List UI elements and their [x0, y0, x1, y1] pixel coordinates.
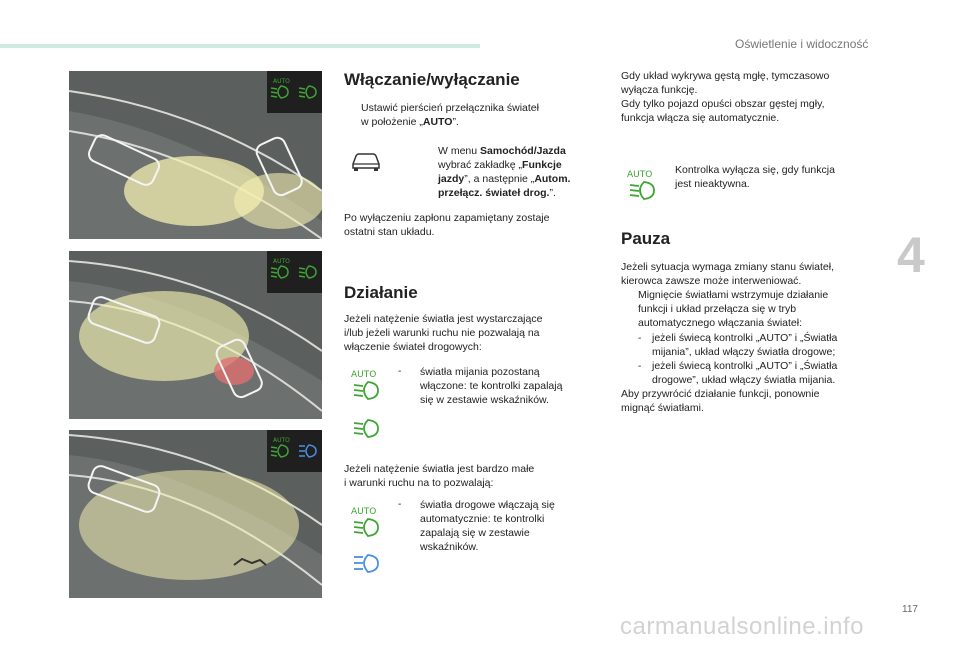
- dipped-beam-icon-2: [299, 266, 316, 278]
- text-line: włączenie świateł drogowych:: [344, 341, 482, 353]
- text-line: wskaźników.: [420, 541, 479, 553]
- text-line: Aby przywrócić działanie funkcji, ponownie: [621, 388, 820, 400]
- low-light-intro: [344, 462, 534, 490]
- high-beam-icon: [299, 445, 316, 457]
- ignition-off-note: [344, 211, 549, 239]
- text-line: Mignięcie światłami wstrzymuje działanie: [638, 289, 829, 301]
- heading-pause: Pauza: [621, 229, 671, 248]
- heading-operation: Działanie: [344, 283, 418, 302]
- dash-marker: -: [638, 361, 642, 372]
- text-line: jeżeli świecą kontrolki „AUTO” i „Światła: [652, 332, 838, 344]
- indicator-panel-1: [267, 71, 322, 113]
- dash-marker: -: [398, 499, 402, 510]
- high-beam-icon: [350, 553, 384, 575]
- text-line: funkcji i układ przełącza się w tryb: [638, 303, 797, 315]
- auto-dipped-inactive-icon: [626, 168, 660, 204]
- page-number: 117: [902, 604, 918, 615]
- watermark: carmanualsonline.info: [620, 613, 864, 640]
- text-line: automatycznie: te kontrolki: [420, 513, 545, 525]
- auto-indicator-label: AUTO: [273, 437, 290, 444]
- text-line: i/lub jeżeli warunki ruchu nie pozwalają na: [344, 327, 540, 339]
- dipped-beam-icon: [271, 445, 288, 457]
- text-line: wyłącza funkcję.: [621, 84, 698, 96]
- dipped-beam-icon: [350, 418, 384, 440]
- text-line: Po wyłączeniu zapłonu zapamiętany zostaje: [344, 212, 550, 224]
- text-line: Jeżeli sytuacja wymaga zmiany stanu świateł,: [621, 261, 835, 273]
- pause-case-high: [652, 359, 837, 387]
- indicator-panel-2: [267, 251, 322, 293]
- car-icon: [350, 150, 382, 172]
- text-line: jazdy”, a następnie „Autom.: [438, 173, 571, 185]
- text-line: przełącz. świateł drog.”.: [438, 187, 556, 199]
- text-line: mignąć światłami.: [621, 402, 704, 414]
- dipped-beam-icon-2: [299, 86, 316, 98]
- pause-restore: [621, 387, 819, 415]
- heading-on-off: Włączanie/wyłączanie: [344, 70, 520, 89]
- text-line: Kontrolka wyłącza się, gdy funkcja: [675, 164, 835, 176]
- text-line: włączone: te kontrolki zapalają: [420, 380, 563, 392]
- chapter-number: 4: [897, 227, 925, 283]
- dash-marker: -: [398, 366, 402, 377]
- dipped-beam-icon: [271, 86, 288, 98]
- operation-intro: [344, 312, 542, 354]
- section-title: Oświetlenie i widoczność: [735, 37, 869, 51]
- text-line: Jeżeli natężenie światła jest bardzo małe: [344, 463, 535, 475]
- text-line: kierowca zawsze może interweniować.: [621, 275, 802, 287]
- header-accent-bar: [0, 44, 480, 48]
- dipped-beam-description: [420, 365, 562, 407]
- text-line: Ustawić pierścień przełącznika świateł: [361, 102, 539, 114]
- illustration-oncoming-vehicle: [69, 251, 322, 419]
- fog-note: [621, 69, 829, 125]
- auto-dipped-icon: [350, 368, 384, 404]
- text-line: ostatni stan układu.: [344, 226, 435, 238]
- dipped-beam-icon: [271, 266, 288, 278]
- text-line: mijania”, układ włączy światła drogowe;: [652, 346, 836, 358]
- illustration-high-beam: [69, 430, 322, 598]
- text-line: Gdy tylko pojazd opuści obszar gęstej mgły,: [621, 98, 825, 110]
- text-line: drogowe”, układ włączy światła mijania.: [652, 374, 836, 386]
- text-line: światła drogowe włączają się: [420, 499, 555, 511]
- text-line: w położenie „AUTO”.: [361, 116, 459, 128]
- step-set-auto: [361, 101, 539, 129]
- text-line: automatycznego włączania świateł:: [638, 317, 803, 329]
- auto-indicator-label: AUTO: [351, 507, 377, 517]
- menu-instructions: [438, 144, 570, 200]
- indicator-panel-3: [267, 430, 322, 472]
- text-line: i warunki ruchu na to pozwalają:: [344, 477, 494, 489]
- text-line: funkcja włącza się automatycznie.: [621, 112, 780, 124]
- text-line: zapalają się w zestawie: [420, 527, 530, 539]
- text-line: W menu Samochód/Jazda: [438, 145, 566, 157]
- auto-dipped-icon-2: [350, 505, 384, 541]
- auto-indicator-label: AUTO: [273, 258, 290, 265]
- auto-indicator-label: AUTO: [351, 370, 377, 380]
- pause-case-dipped: [652, 331, 837, 359]
- text-line: Jeżeli natężenie światła jest wystarczające: [344, 313, 543, 325]
- auto-indicator-label: AUTO: [627, 170, 653, 180]
- text-line: światła mijania pozostaną: [420, 366, 540, 378]
- inactive-note: [675, 163, 835, 191]
- text-line: Gdy układ wykrywa gęstą mgłę, tymczasowo: [621, 70, 830, 82]
- text-line: się w zestawie wskaźników.: [420, 394, 549, 406]
- high-beam-description: [420, 498, 555, 554]
- pause-flash-instructions: [638, 288, 828, 330]
- dash-marker: -: [638, 333, 642, 344]
- auto-indicator-label: AUTO: [273, 78, 290, 85]
- pause-intro: [621, 260, 834, 288]
- text-line: jest nieaktywna.: [675, 178, 750, 190]
- text-line: jeżeli świecą kontrolki „AUTO” i „Światła: [652, 360, 838, 372]
- text-line: wybrać zakładkę „Funkcje: [438, 159, 562, 171]
- illustration-auto-dipped-beam: [69, 71, 322, 239]
